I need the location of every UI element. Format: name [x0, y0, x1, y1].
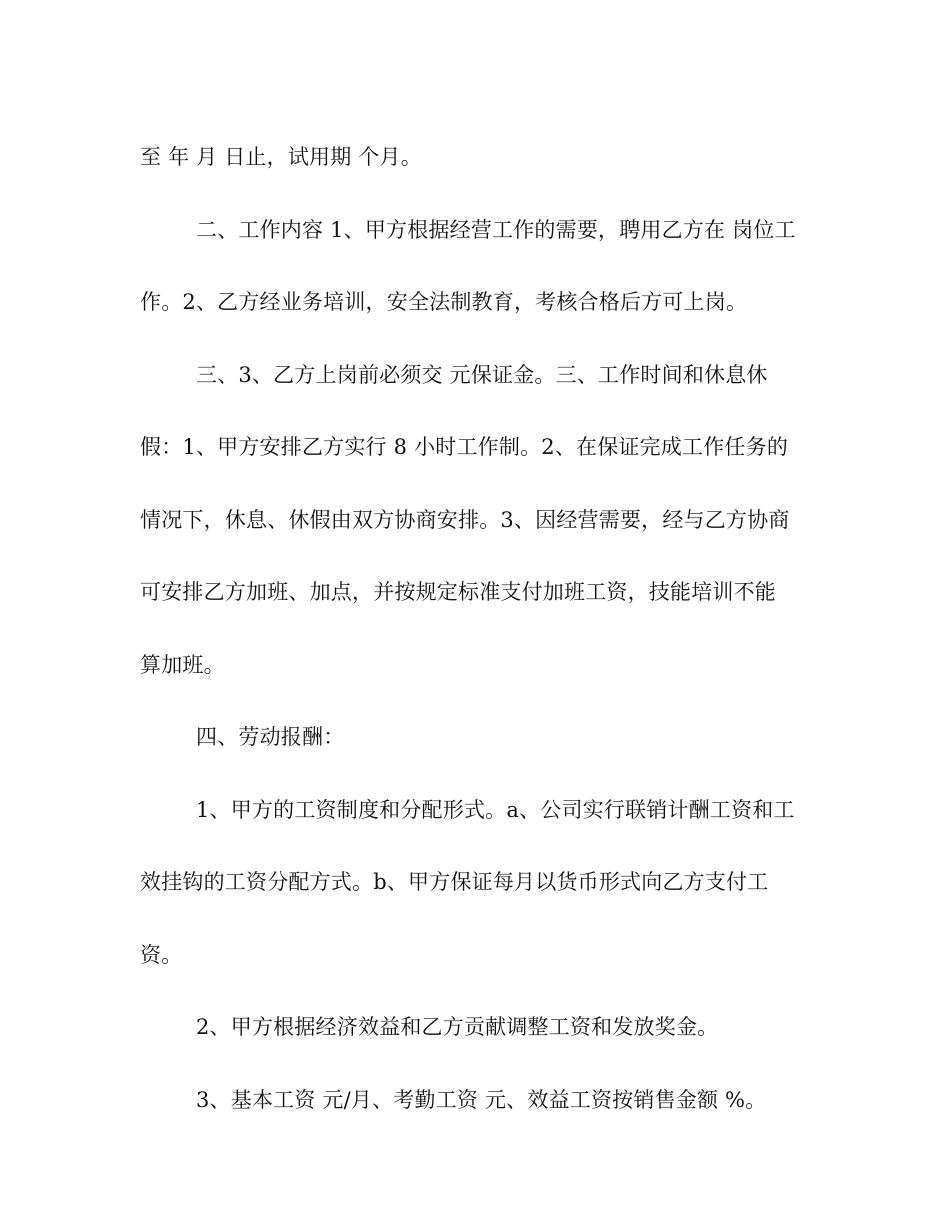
- text-line-adjust-wages: 2、甲方根据经济效益和乙方贡献调整工资和发放奖金。: [196, 1015, 719, 1039]
- text-line-wage-distribution: 效挂钩的工资分配方式。b、甲方保证每月以货币形式向乙方支付工: [140, 870, 769, 894]
- text-line-deposit-and-hours: 三、3、乙方上岗前必须交 元保证金。三、工作时间和休息休: [196, 362, 768, 387]
- text-line-wage-system: 1、甲方的工资制度和分配形式。a、公司实行联销计酬工资和工: [196, 797, 795, 822]
- text-line-overtime-end: 算加班。: [140, 652, 225, 677]
- section-heading-remuneration: 四、劳动报酬：: [196, 725, 345, 749]
- text-line-rest-and-leave: 情况下，休息、休假由双方协商安排。3、因经营需要，经与乙方协商: [140, 507, 790, 532]
- text-line-basic-wage: 3、基本工资 元/月、考勤工资 元、效益工资按销售金额 %。: [196, 1087, 767, 1112]
- document-body: [140, 121, 810, 1136]
- text-line-wage-end: 资。: [140, 942, 183, 967]
- text-line-trial-period: 至 年 月 日止，试用期 个月。: [140, 145, 422, 169]
- text-line-overtime: 可安排乙方加班、加点，并按规定标准支付加班工资，技能培训不能: [140, 580, 776, 604]
- text-line-training: 作。2、乙方经业务培训，安全法制教育，考核合格后方可上岗。: [140, 290, 748, 314]
- text-line-work-content: 二、工作内容 1、甲方根据经营工作的需要，聘用乙方在 岗位工: [196, 217, 796, 242]
- text-line-eight-hour-system: 假：1、甲方安排乙方实行 8 小时工作制。2、在保证完成工作任务的: [140, 435, 789, 459]
